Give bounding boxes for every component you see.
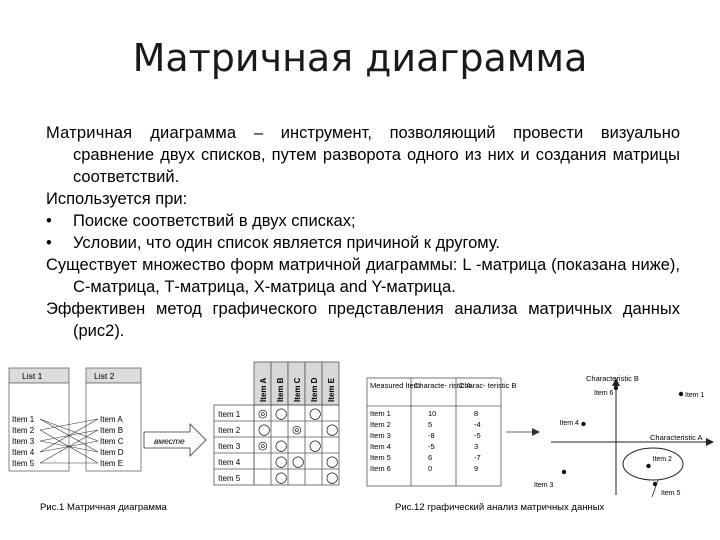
table-cell: Item 2: [370, 420, 391, 429]
figure-l-matrix: [8, 360, 353, 495]
paragraph-forms: Существует множество форм матричной диаграммы: L -матрица (показана ниже), С-матрица, Т-матрица, X-матрица and Y-матрица.: [46, 256, 680, 296]
list1-title: List 1: [22, 371, 43, 381]
scatter-point: [562, 470, 566, 474]
axis-label-a: Characteristic A: [650, 433, 703, 442]
col-header: Item D: [310, 377, 319, 402]
bullet-text: Условии, что один список является причиной к другому.: [73, 234, 500, 252]
matrix-cells: [258, 408, 338, 484]
scatter-point: [581, 422, 585, 426]
matrix-cell-mark: ◯: [275, 472, 288, 484]
table-cell: 6: [428, 453, 433, 462]
paragraph-definition: [46, 122, 680, 188]
table-cell: Item 4: [370, 442, 391, 451]
table-cell: -5: [428, 442, 435, 451]
term-lead: Матричная диаграмма: [46, 124, 237, 142]
row-header: Item 4: [218, 458, 241, 467]
col-header: Item A: [259, 377, 268, 402]
list2-item: Item D: [100, 448, 124, 457]
arrow-head-icon: [532, 428, 540, 436]
l-matrix-table: [214, 362, 339, 485]
table-cell: 8: [474, 409, 479, 418]
cluster-ellipse: [623, 448, 683, 480]
matrix-cell-mark: ◯: [326, 456, 339, 468]
list2-item: Item E: [100, 459, 124, 468]
table-header: Measured Item: [370, 381, 421, 390]
paragraph-effective: Эффективен метод графического представления анализа матричных данных (рис2).: [46, 300, 680, 340]
paragraph-usage: Используется при:: [46, 190, 188, 208]
bullet-item: [46, 232, 680, 254]
list2-title: List 2: [94, 371, 115, 381]
list1-item: Item 2: [12, 426, 35, 435]
row-header: Item 2: [218, 426, 241, 435]
row-header: Item 1: [218, 410, 241, 419]
table-cell: -4: [474, 420, 481, 429]
matrix-cell-mark: ◎: [292, 424, 302, 436]
list2-item: Item C: [100, 437, 124, 446]
axis-label-b: Characteristic B: [586, 374, 639, 383]
col-header: Item E: [327, 377, 336, 402]
table-header: Characte- ristic A: [414, 381, 472, 390]
scatter-point: [614, 386, 618, 390]
table-cell: Item 5: [370, 453, 391, 462]
list2-item: Item B: [100, 426, 124, 435]
figure1-caption: Рис.1 Матричная диаграмма: [40, 502, 167, 513]
scatter-point-label: Item 1: [685, 392, 705, 399]
table-cell: 9: [474, 464, 479, 473]
figure-matrix-data-analysis: [366, 370, 718, 500]
table-cell: 10: [428, 409, 437, 418]
scatter-point-label: Item 2: [652, 456, 672, 463]
table-cell: 3: [474, 442, 479, 451]
table-cell: -8: [428, 431, 435, 440]
col-header: Item B: [276, 377, 285, 402]
data-table: [367, 378, 517, 486]
figure2-caption: Рис.12 графический анализ матричных данных: [395, 502, 605, 513]
list1-item: Item 1: [12, 415, 35, 424]
matrix-cell-mark: ◯: [275, 408, 288, 420]
matrix-cell-mark: ◎: [258, 408, 268, 420]
matrix-cell-mark: ◯: [258, 424, 271, 436]
matrix-cell-mark: ◯: [309, 440, 322, 452]
bullet-marker: •: [46, 212, 52, 230]
col-header: Item C: [293, 377, 302, 402]
scatter-point-label: Item 5: [661, 490, 681, 497]
scatter-point: [653, 482, 657, 486]
row-header: Item 3: [218, 442, 241, 451]
list1-item: Item 4: [12, 448, 35, 457]
scatter-point: [679, 392, 683, 396]
matrix-cell-mark: ◯: [326, 472, 339, 484]
matrix-cell-mark: ◯: [326, 424, 339, 436]
matrix-cell-mark: ◯: [275, 456, 288, 468]
table-cell: Item 3: [370, 431, 391, 440]
table-cell: 5: [428, 420, 433, 429]
bullet-text: Поиске соответствий в двух списках;: [73, 212, 356, 230]
bullet-item: [46, 210, 680, 232]
matrix-cell-mark: ◎: [258, 440, 268, 452]
scatter-point-label: Item 6: [594, 390, 614, 397]
matrix-cell-mark: ◯: [309, 408, 322, 420]
list1-item: Item 3: [12, 437, 35, 446]
slide-body: [46, 122, 680, 342]
table-header: Charac- teristic B: [459, 381, 517, 390]
table-cell: 0: [428, 464, 433, 473]
scatter-point: [646, 464, 650, 468]
scatter-plot: [534, 374, 714, 497]
definition-text: – инструмент, позволяющий провести визуально сравнение двух списков, путем разворота одного из них и создания матрицы соответствий.: [73, 124, 680, 186]
scatter-point-label: Item 3: [534, 482, 554, 489]
table-cell: Item 6: [370, 464, 391, 473]
list2-item: Item A: [100, 415, 123, 424]
arrow-label: вместе: [154, 436, 185, 446]
table-cell: Item 1: [370, 409, 391, 418]
matrix-cell-mark: ◯: [292, 456, 305, 468]
bullet-marker: •: [46, 234, 52, 252]
table-cell: -7: [474, 453, 481, 462]
slide-title: Матричная диаграмма: [132, 36, 588, 80]
row-header: Item 5: [218, 474, 241, 483]
table-cell: -5: [474, 431, 481, 440]
list1-item: Item 5: [12, 459, 35, 468]
scatter-point-label: Item 4: [559, 420, 579, 427]
matrix-cell-mark: ◯: [275, 440, 288, 452]
